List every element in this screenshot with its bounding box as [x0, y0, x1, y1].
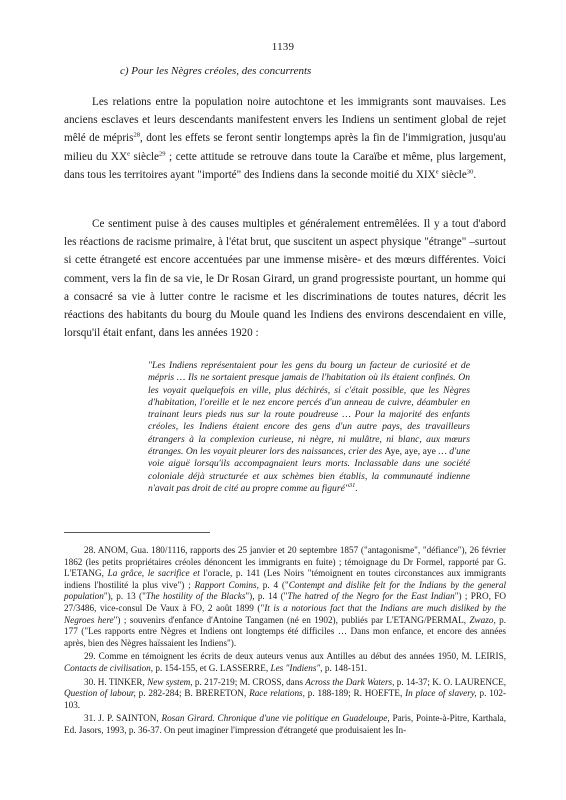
paragraph-text: Les relations entre la population noire autochtone et les immigrants sont mauvaises. Les anciens esclaves et leurs descendants manifestent envers les Indiens un sentiment global de rejet mêlé de mépris$^{28}$, dont les effets se feront sentir longtemps après la fin de l'immigration, jusqu'au milieu du XXe siècle$^{29}$ ; cette attitude se retrouve dans toute la Caraïbe et même, plus largement, dans tous les territoires ayant "importé" des Indiens dans la seconde moitié du XIXe siècle$^{30}$. [64, 96, 507, 181]
footnote-31: 31. J. P. SAINTON, Rosan Girard. Chronique d'une vie politique en Guadeloupe, Paris, Pointe-à-Pitre, Karthala, Ed. Jasors, 1993, p. 36-37. On peut imaginer l'impression d'étrangeté que produisaient les In- [64, 713, 507, 735]
footnote-ref-29[interactable]: 29 [158, 149, 166, 157]
footnote-28: 28. ANOM, Gua. 180/1116, rapports des 25 janvier et 20 septembre 1857 ("antagonisme", "défiance"), 26 février 1862 (les petits propriétaires créoles dénoncent les immigrants en fuite) ; témoignage du Dr Formel, rapporté par G. L'ETANG, La grâce, le sacrifice et l'oracle, p. 141 (Les Noirs "témoignent en toutes circonstances aux immigrants indiens l'hostilité la plus vive") ; Rapport Comins, p. 4 ("Contempt and dislike felt for the Indians by the general population"), p. 13 ("The hostility of the Blacks"), p. 14 ("The hatred of the Negro for the East Indian") ; PRO, FO 27/3486, vice-consul De Vaux à FO, 2 août 1899 ("It is a notorious fact that the Indians are much disliked by the Negroes here") ; souvenirs d'enfance d'Antoine Tangamen (né en 1902), publiés par L'ETANG/PERMAL, Zwazo, p. 177 ("Les rapports entre Nègres et Indiens ont longtemps été difficiles … Dans mon enfance, et encore des années après, bien des Nègres haïssaient les Indiens"). [64, 545, 507, 648]
block-quote: "Les Indiens représentaient pour les gens du bourg un facteur de curiosité et de mépris … Ils ne sortaient presque jamais de l'habitation où ils étaient confinés. On les voyait quelquefois en ville, plus déchirés, si c'était possible, que les Nègres d'habitation, l'oreille et le nez encore percés d'un anneau de cuivre, déambuler en trainant leurs pieds nus sur la route poudreuse … Pour la majorité des enfants créoles, les Indiens étaient encore des gens d'un autre pays, des travailleurs étrangers à la complexion curieuse, ni nègre, ni mulâtre, ni blanc, aux mœurs étranges. On les voyait pleurer lors des naissances, crier des Aye, aye, aye … d'une voie aiguë lorsqu'ils accompagnaient leurs morts. Inclassable dans une société coloniale déjà structurée et aux schèmes bien établis, la communauté indienne n'avait pas droit de cité au propre comme au figuré"$^{31}$. [148, 360, 470, 494]
paragraph-text: Ce sentiment puise à des causes multiples et généralement entremêlées. Il y a tout d'abord les réactions de racisme primaire, à l'état brut, que suscitent un aspect physique "étrange" –surtout si cette étrangeté est encore accentuées par une immense misère- et des mœurs différentes. Voici comment, vers la fin de sa vie, le Dr Rosan Girard, un grand progressiste pourtant, un homme qui a consacré sa vie à lutter contre le racisme et les discriminations de toutes natures, décrit les réactions des habitants du bourg du Moule quand les Indiens des environs descendaient en ville, lorsqu'il était enfant, dans les années 1920 : [64, 218, 506, 340]
footnote-30: 30. H. TINKER, New system, p. 217-219; M. CROSS, dans Across the Dark Waters, p. 14-37; K. O. LAURENCE, Question of labour, p. 282-284; B. BRERETON, Race relations, p. 188-189; R. HOEFTE, In place of slavery, p. 102-103. [64, 676, 507, 710]
page-number: 1139 [271, 41, 295, 53]
footnote-ref-30[interactable]: 30 [466, 168, 474, 176]
section-heading: c) Pour les Nègres créoles, des concurrents [120, 65, 312, 77]
footnotes [64, 545, 506, 739]
footnote-29: 29. Comme en témoignent les écrits de deux auteurs venus aux Antilles au début des années 1950, M. LEIRIS, Contacts de civilisation, p. 154-155, et G. LASSERRE, Les "Indiens", p. 148-151. [64, 651, 506, 673]
footnote-separator [64, 532, 210, 533]
footnote-ref-31[interactable]: 31 [348, 481, 356, 489]
quote-emphasis: Aye, aye, aye [384, 446, 436, 458]
paragraph-sentiment [64, 215, 506, 342]
paragraph-relations [64, 93, 506, 184]
footnote-ref-28[interactable]: 28 [133, 131, 141, 139]
